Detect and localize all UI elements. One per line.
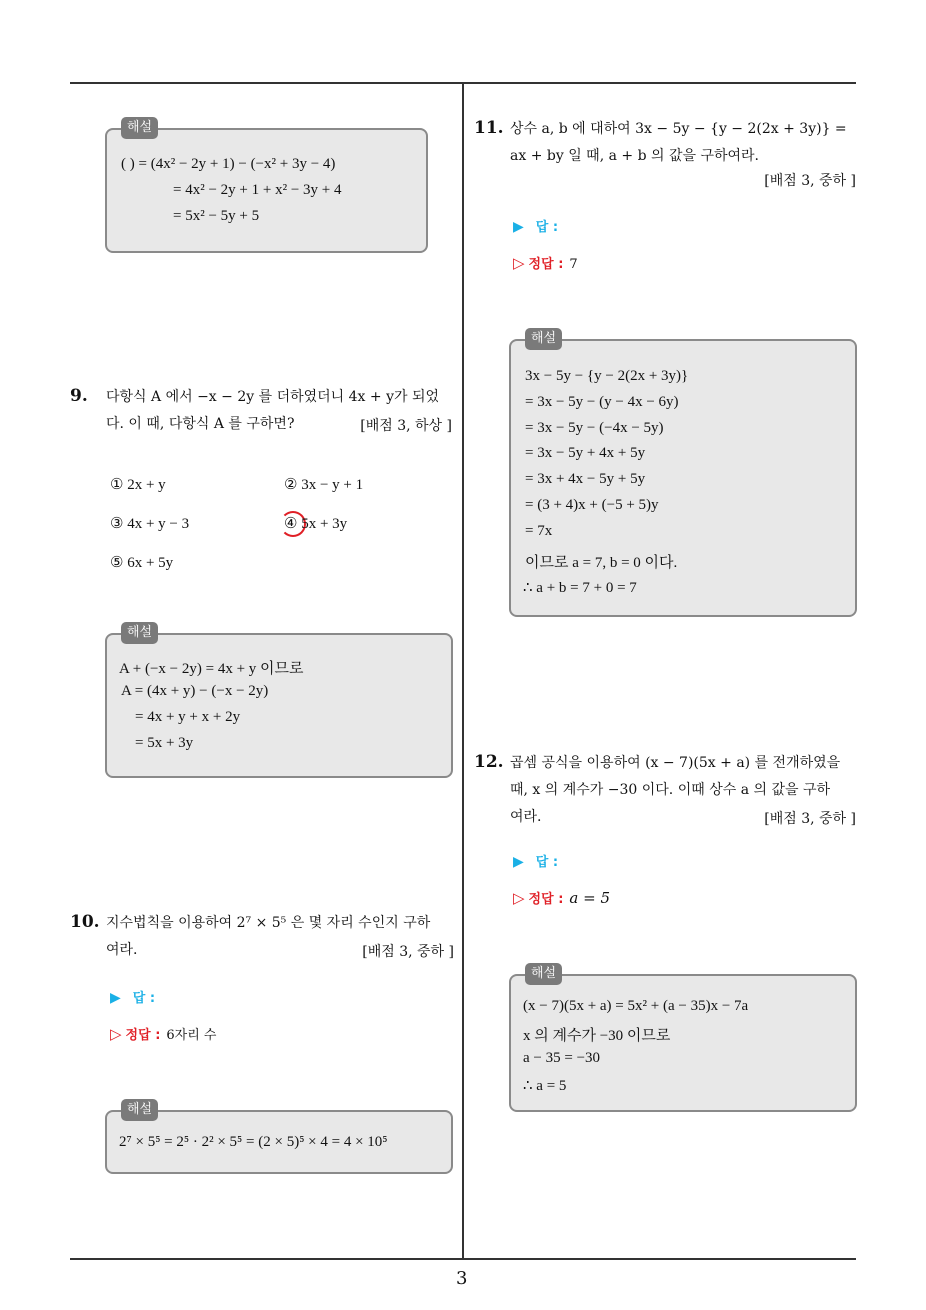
- q11-answer-label: 답 :: [535, 220, 559, 235]
- q11-text-line-1: 상수 a, b 에 대하여 3x − 5y − {y − 2(2x + 3y)} =: [510, 121, 847, 137]
- triangle-outline-icon: ▷: [513, 889, 525, 907]
- q10-number: 10.: [70, 912, 100, 932]
- q11-explain-line-2: = 3x − 5y − (y − 4x − 6y): [525, 394, 679, 410]
- play-arrow-icon: ▶: [110, 990, 121, 1006]
- q12-correct-value: a = 5: [569, 889, 610, 907]
- q9-option-4[interactable]: ④ 5x + 3y: [284, 516, 348, 532]
- q8-explain-line-2: = 4x² − 2y + 1 + x² − 3y + 4: [173, 182, 342, 198]
- q10-answer-row[interactable]: [110, 987, 155, 1006]
- q10-correct-row: [110, 1024, 216, 1043]
- q10-explain-box: [105, 1102, 453, 1174]
- play-arrow-icon: ▶: [513, 219, 524, 235]
- q9-explain-line-2: A = (4x + y) − (−x − 2y): [121, 683, 269, 699]
- q11-number: 11.: [474, 118, 504, 138]
- q8-explain-line-3: = 5x² − 5y + 5: [173, 208, 260, 224]
- q10-correct-value: 6자리 수: [166, 1028, 217, 1043]
- q11-explain-line-4: = 3x − 5y + 4x + 5y: [525, 445, 646, 461]
- play-arrow-icon: ▶: [513, 854, 524, 870]
- q11-explain-line-1: 3x − 5y − {y − 2(2x + 3y)}: [525, 368, 689, 384]
- q12-text-line-2: 때, x 의 계수가 −30 이다. 이때 상수 a 의 값을 구하: [510, 782, 831, 798]
- q9-explain-line-4: = 5x + 3y: [135, 735, 194, 751]
- q12-text-line-1: 곱셈 공식을 이용하여 (x − 7)(5x + a) 를 전개하였을: [510, 755, 841, 771]
- q11-answer-row[interactable]: [513, 216, 558, 235]
- q10-score: [배점 3, 중하 ]: [362, 944, 454, 960]
- q9-explain-line-1: A + (−x − 2y) = 4x + y 이므로: [119, 661, 304, 677]
- q9-option-5[interactable]: ⑤ 6x + 5y: [110, 555, 174, 571]
- q10-correct-label: 정답 :: [125, 1028, 161, 1043]
- q11-correct-label: 정답 :: [528, 257, 564, 272]
- q12-answer-row[interactable]: [513, 851, 558, 870]
- q11-explain-line-9: ∴ a + b = 7 + 0 = 7: [523, 580, 637, 596]
- q12-score: [배점 3, 중하 ]: [764, 811, 856, 827]
- q9-text-line-1: 다항식 A 에서 −x − 2y 를 더하였더니 4x + y가 되었: [106, 389, 440, 405]
- column-divider: [462, 82, 464, 1260]
- q11-explain-line-6: = (3 + 4)x + (−5 + 5)y: [525, 497, 659, 513]
- triangle-outline-icon: ▷: [110, 1025, 122, 1043]
- q12-correct-label: 정답 :: [528, 892, 564, 907]
- q8-explain-tag: 해설: [121, 117, 158, 139]
- q11-explain-box: [509, 331, 857, 617]
- q8-explain-box: [105, 120, 428, 253]
- page-number: 3: [456, 1268, 468, 1289]
- q12-explain-line-1: (x − 7)(5x + a) = 5x² + (a − 35)x − 7a: [523, 998, 749, 1014]
- q12-explain-tag: 해설: [525, 963, 562, 985]
- q11-correct-row: [513, 253, 578, 272]
- q10-answer-label: 답 :: [132, 991, 156, 1006]
- q9-number: 9.: [70, 386, 88, 406]
- q9-text-line-2: 다. 이 때, 다항식 A 를 구하면?: [106, 416, 295, 432]
- q10-explain-line-1: 2⁷ × 5⁵ = 2⁵ · 2² × 5⁵ = (2 × 5)⁵ × 4 = 4 × 10⁵: [119, 1134, 388, 1150]
- q9-option-3[interactable]: ③ 4x + y − 3: [110, 516, 190, 532]
- q9-explain-line-3: = 4x + y + x + 2y: [135, 709, 241, 725]
- q11-explain-line-5: = 3x + 4x − 5y + 5y: [525, 471, 646, 487]
- q12-answer-label: 답 :: [535, 855, 559, 870]
- q12-correct-row: [513, 888, 610, 907]
- q9-explain-box: [105, 625, 453, 778]
- q12-number: 12.: [474, 752, 504, 772]
- q11-explain-line-3: = 3x − 5y − (−4x − 5y): [525, 420, 664, 436]
- q11-score: [배점 3, 중하 ]: [764, 173, 856, 189]
- q12-explain-line-3: a − 35 = −30: [523, 1050, 601, 1066]
- q11-text-line-2: ax + by 일 때, a + b 의 값을 구하여라.: [510, 148, 760, 164]
- q10-text-line-2: 여라.: [106, 942, 138, 958]
- q12-explain-box: [509, 966, 857, 1112]
- q12-explain-line-2: x 의 계수가 −30 이므로: [523, 1028, 671, 1044]
- q12-text-line-3: 여라.: [510, 809, 542, 825]
- bottom-rule: [70, 1258, 856, 1260]
- q9-score: [배점 3, 하상 ]: [360, 418, 452, 434]
- q8-explain-line-1: ( ) = (4x² − 2y + 1) − (−x² + 3y − 4): [121, 156, 336, 172]
- q11-explain-tag: 해설: [525, 328, 562, 350]
- q10-explain-tag: 해설: [121, 1099, 158, 1121]
- q9-option-1[interactable]: ① 2x + y: [110, 477, 166, 493]
- q10-text-line-1: 지수법칙을 이용하여 2⁷ × 5⁵ 은 몇 자리 수인지 구하: [106, 915, 431, 931]
- q11-explain-line-7: = 7x: [525, 523, 553, 539]
- q9-explain-tag: 해설: [121, 622, 158, 644]
- q11-correct-value: 7: [569, 257, 578, 272]
- q9-option-2[interactable]: ② 3x − y + 1: [284, 477, 364, 493]
- q12-explain-line-4: ∴ a = 5: [523, 1078, 567, 1094]
- q11-explain-line-8: 이므로 a = 7, b = 0 이다.: [525, 555, 678, 571]
- triangle-outline-icon: ▷: [513, 254, 525, 272]
